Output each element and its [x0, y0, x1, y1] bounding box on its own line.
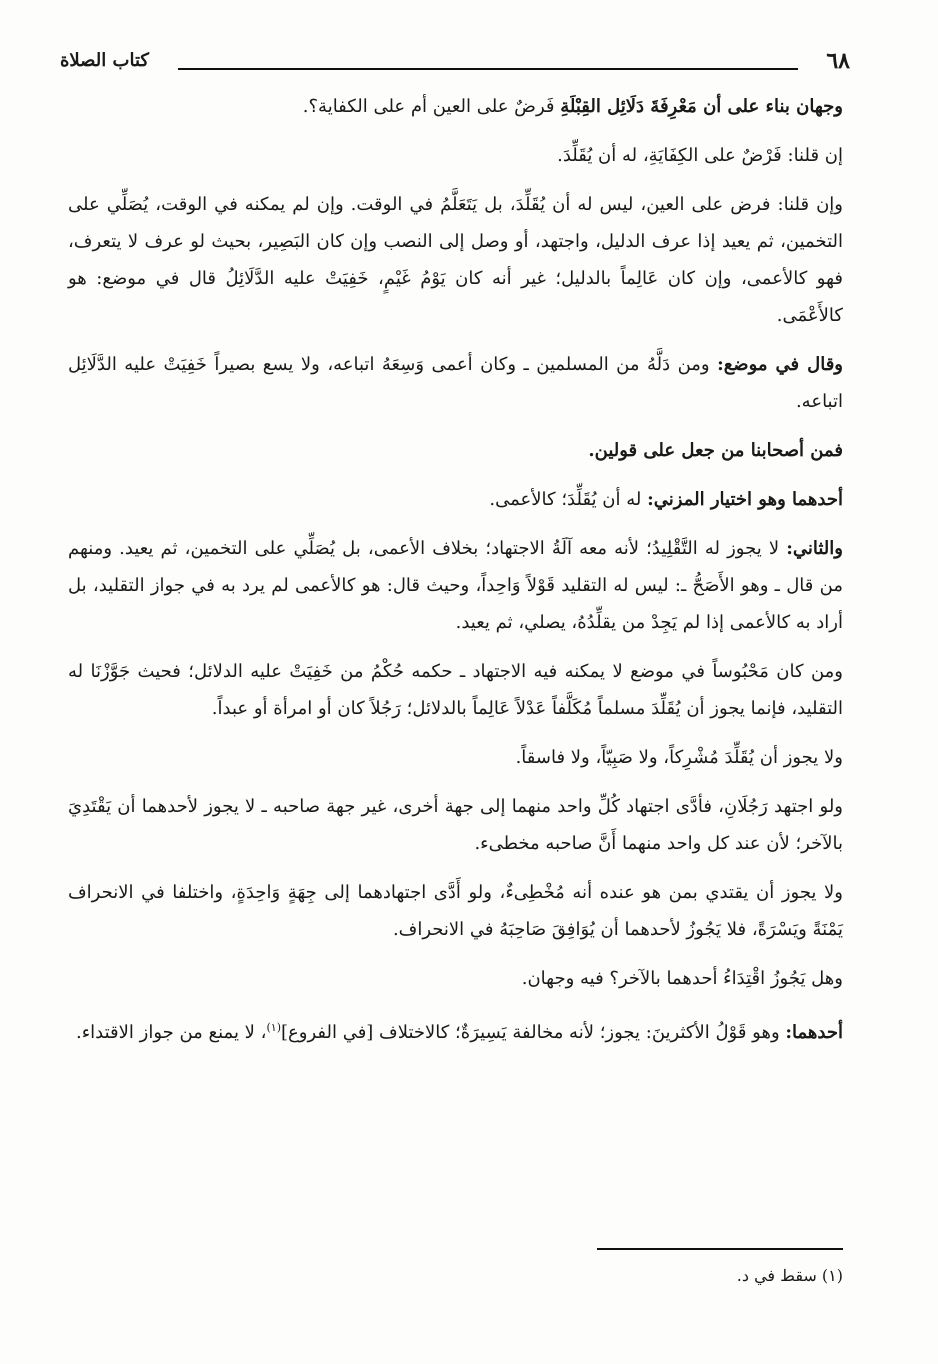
paragraph-text: ومن دَلَّهُ من المسلمين ـ وكان أعمى وَسِعَهُ اتباعه، ولا يسع بصيراً خَفِيَتْ عليه الدَّلَائِل اتباعه.	[68, 354, 843, 412]
paragraph-lead: وقال في موضع:	[717, 354, 843, 375]
paragraph-text: وهل يَجُوزُ اقْتِدَاءُ أحدهما بالآخر؟ فيه وجهان.	[521, 968, 843, 989]
paragraph-6	[68, 481, 843, 518]
paragraph-text: ولا يجوز أن يقتدي بمن هو عنده أنه مُخْطِىءٌ، ولو أَدَّى اجتهادهما إلى جِهَةٍ وَاحِدَةٍ، واختلفا في الانحراف يَمْنَةً ويَسْرَةً، فلا يَجُوزُ لأحدهما أن يُوَافِقَ صَاحِبَهُ في الانحراف.	[68, 882, 843, 940]
footnote-rule	[597, 1248, 843, 1250]
paragraph-9	[68, 739, 843, 776]
header-rule	[178, 68, 798, 70]
paragraph-7	[68, 530, 843, 641]
paragraph-text: فَرضٌ على العين أم على الكفاية؟.	[302, 96, 561, 117]
page-number: ٦٨	[826, 48, 850, 74]
paragraph-4	[68, 346, 843, 420]
paragraph-lead: أحدهما وهو اختيار المزني:	[647, 489, 843, 510]
paragraph-text: ومن كان مَحْبُوساً في موضع لا يمكنه فيه الاجتهاد ـ حكمه حُكْمُ من خَفِيَتْ عليه الدلائل؛ فحيث جَوَّزْنَا له التقليد، فإنما يجوز أن يُقَلِّدَ مسلماً مُكَلَّفاً عَدْلاً عَالِماً بالدلائل؛ رَجُلاً كان أو امرأة أو عبداً.	[68, 661, 843, 719]
page-header	[60, 48, 850, 82]
paragraph-3	[68, 186, 843, 334]
paragraph-text: له أن يُقَلِّدَ؛ كالأعمى.	[489, 489, 648, 510]
paragraph-5	[68, 432, 843, 469]
paragraph-lead: والثاني:	[786, 538, 843, 559]
paragraph-text: إن قلنا: فَرْضٌ على الكِفَايَةِ، له أن يُقَلِّدَ.	[557, 145, 843, 166]
footnote-marker: (١)	[266, 1021, 281, 1034]
paragraph-text: ولا يجوز أن يُقَلِّدَ مُشْرِكاً، ولا صَبِيّاً، ولا فاسقاً.	[515, 747, 843, 768]
paragraph-lead: أحدهما:	[785, 1022, 843, 1043]
paragraph-tail: ، لا يمنع من جواز الاقتداء.	[75, 1022, 267, 1043]
paragraph-text: وهو قَوْلُ الأكثرينَ: يجوز؛ لأنه مخالفة يَسِيرَةٌ؛ كالاختلاف [في الفروع]	[281, 1022, 786, 1043]
paragraph-13	[68, 1009, 843, 1051]
paragraph-lead: وجهان بناء على أن مَعْرِفَةَ دَلَائِل القِبْلَةِ	[560, 96, 843, 117]
paragraph-text: وإن قلنا: فرض على العين، ليس له أن يُقَلِّدَ، بل يَتَعَلَّمُ في الوقت. وإن لم يمكنه في الوقت، يُصَلِّي على التخمين، ثم يعيد إذا عرف الدليل، واجتهد، أو وصل إلى النصب وإن كان البَصِير، بحيث لو عرف لا يتعرف، فهو كالأعمى، وإن كان عَالِماً بالدليل؛ غير أنه كان يَوْمُ غَيْمٍ، خَفِيَتْ عليه الدَّلَائِلُ قال في موضع: هو كالأَعْمَى.	[68, 194, 843, 326]
book-title: كتاب الصلاة	[60, 50, 149, 71]
paragraph-text: ولو اجتهد رَجُلَانِ، فأدَّى اجتهاد كُلِّ واحد منهما إلى جهة أخرى، غير جهة صاحبه ـ لا يجوز لأحدهما أن يَقْتَدِيَ بالآخر؛ لأن عند كل واحد منهما أَنَّ صاحبه مخطىء.	[68, 796, 843, 854]
paragraph-text: لا يجوز له التَّقْلِيدُ؛ لأنه معه آلَةُ الاجتهاد؛ بخلاف الأعمى، بل يُصَلِّي على التخمين، ثم يعيد. ومنهم من قال ـ وهو الأَصَحُّ ـ: ليس له التقليد قَوْلاً وَاحِداً، وحيث قال: هو كالأعمى لم يرد به في جواز التقليد، بل أراد به كالأعمى إذا لم يَجِدْ من يقلِّدُهُ، يصلي، ثم يعيد.	[68, 538, 843, 633]
footnote: (١) سقط في د.	[736, 1266, 843, 1285]
paragraph-11	[68, 874, 843, 948]
page-body	[68, 88, 843, 1063]
paragraph-1	[68, 88, 843, 125]
paragraph-10	[68, 788, 843, 862]
paragraph-lead: فمن أصحابنا من جعل على قولين.	[588, 440, 843, 461]
paragraph-8	[68, 653, 843, 727]
paragraph-12	[68, 960, 843, 997]
paragraph-2	[68, 137, 843, 174]
